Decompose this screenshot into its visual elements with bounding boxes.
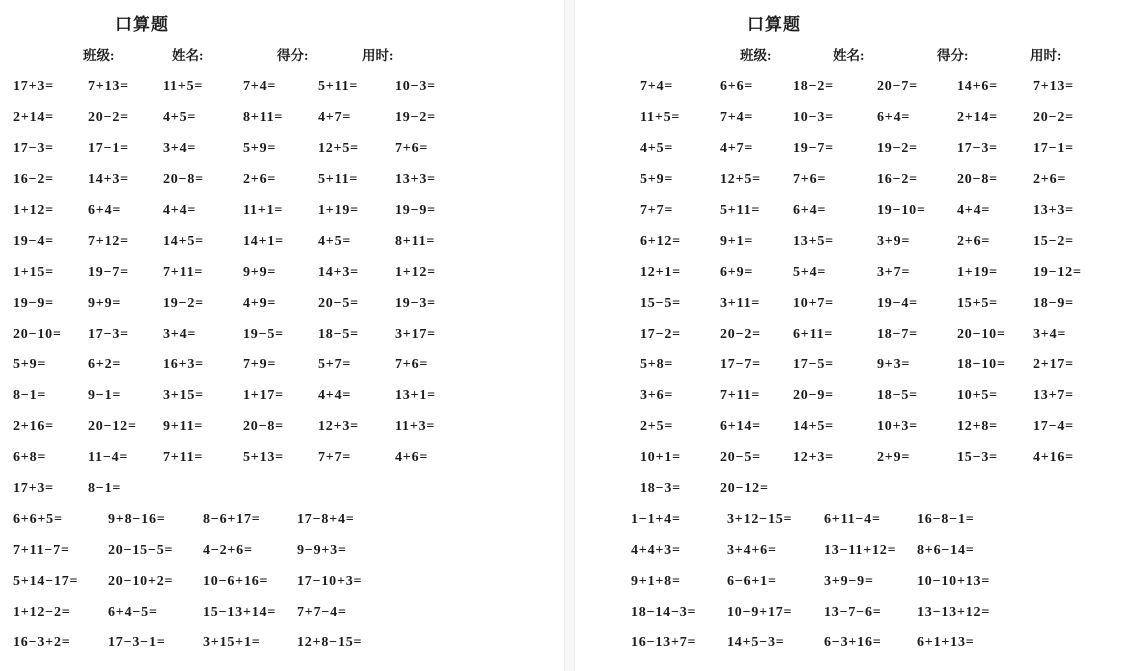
page-content (575, 0, 1127, 659)
problem: 10−9+17= (727, 604, 793, 620)
problem: 19−12= (1033, 264, 1082, 280)
problem: 4+4= (163, 203, 197, 218)
problem: 17−8+4= (297, 511, 355, 527)
problem: 6+4= (793, 203, 827, 218)
problem-row (0, 350, 564, 381)
problem: 5+11= (318, 172, 359, 188)
problem: 4−2+6= (203, 542, 253, 558)
problem: 1−1+4= (631, 511, 681, 527)
problem: 2+6= (243, 172, 277, 188)
problem: 7+7−4= (297, 604, 347, 620)
problem: 7+4= (640, 79, 674, 95)
problem: 20−7= (877, 79, 918, 95)
problem-row (575, 103, 1127, 134)
problem: 12+3= (318, 419, 359, 435)
problem-row (0, 597, 564, 628)
problem: 20−2= (720, 326, 761, 342)
problem: 4+5= (318, 233, 352, 249)
problem: 7+11= (163, 264, 204, 280)
problem-row (0, 412, 564, 443)
problem: 7+9= (243, 357, 277, 373)
problem: 7+11= (720, 388, 761, 404)
problem-row (0, 566, 564, 597)
problem-row (0, 134, 564, 165)
problem: 20−8= (163, 172, 204, 188)
problem: 12+1= (640, 264, 681, 280)
problem: 9−1= (88, 388, 122, 404)
problem: 1+15= (13, 264, 54, 280)
problem-row (575, 412, 1127, 443)
problem: 12+8= (957, 419, 998, 435)
problem: 3+12−15= (727, 511, 793, 527)
three-term-rows (0, 504, 564, 658)
problem: 11+5= (640, 110, 681, 126)
problem: 4+4= (318, 388, 352, 404)
problem-row (0, 535, 564, 566)
problem: 19−7= (793, 141, 834, 157)
problem: 17−3= (957, 141, 998, 157)
problem: 10−3= (395, 79, 436, 95)
problem: 1+12= (395, 264, 436, 280)
problem: 5+11= (318, 79, 359, 95)
problem: 1+19= (318, 203, 359, 218)
problem: 4+4+3= (631, 542, 681, 558)
problem-row (0, 381, 564, 412)
problem: 4+4= (957, 203, 991, 218)
problem: 19−2= (395, 110, 436, 126)
problem: 16+3= (163, 357, 204, 373)
problem-row (0, 628, 564, 659)
field-label-score: 得分: (277, 48, 309, 63)
problem: 9+1+8= (631, 573, 681, 589)
field-label-time: 用时: (1030, 48, 1062, 63)
problem: 5+7= (318, 357, 352, 373)
problem: 13−11+12= (824, 542, 897, 558)
two-term-rows (0, 72, 564, 504)
problem: 19−5= (243, 326, 284, 342)
problem: 20−12= (720, 481, 769, 497)
problem: 5+11= (720, 203, 761, 218)
problem: 20−10+2= (108, 573, 174, 589)
problem: 9+3= (877, 357, 911, 373)
problem-row (575, 165, 1127, 196)
problem: 2+5= (640, 419, 674, 435)
problem: 6−3+16= (824, 635, 882, 651)
header-fields (575, 36, 1127, 72)
problem: 17−1= (1033, 141, 1074, 157)
problem: 15−13+14= (203, 604, 277, 620)
problem: 14+3= (318, 264, 359, 280)
problem: 8−1= (88, 481, 122, 497)
problem-row (575, 196, 1127, 227)
problem: 3+17= (395, 326, 436, 342)
problem: 12+8−15= (297, 635, 363, 651)
problem: 18−2= (793, 79, 834, 95)
three-term-rows (575, 504, 1127, 658)
problem-row (575, 443, 1127, 474)
field-label-name: 姓名: (833, 48, 865, 63)
problem: 14+6= (957, 79, 998, 95)
problem: 7+11−7= (13, 542, 70, 558)
problem: 8+6−14= (917, 542, 975, 558)
problem: 7+6= (395, 357, 429, 373)
problem: 10+7= (793, 295, 834, 311)
problem: 4+9= (243, 295, 277, 311)
problem: 3+7= (877, 264, 911, 280)
field-label-class: 班级: (740, 48, 772, 63)
problem: 11+3= (395, 419, 436, 435)
page-title: 口算题 (115, 15, 169, 34)
problem: 20−2= (88, 110, 129, 126)
problem: 2+17= (1033, 357, 1074, 373)
problem: 6+11−4= (824, 511, 881, 527)
problem: 19−10= (877, 203, 926, 218)
problem: 17−7= (720, 357, 761, 373)
problem: 20−2= (1033, 110, 1074, 126)
problem-row (0, 72, 564, 103)
problem-row (0, 165, 564, 196)
problem: 18−9= (1033, 295, 1074, 311)
problem: 3+11= (720, 295, 761, 311)
problem: 3+4= (163, 326, 197, 342)
problem: 7+7= (640, 203, 674, 218)
problem: 3+15+1= (203, 635, 261, 651)
problem: 1+17= (243, 388, 284, 404)
problem: 17−1= (88, 141, 129, 157)
problem: 18−3= (640, 481, 681, 497)
problem: 16−8−1= (917, 511, 975, 527)
problem: 13+5= (793, 233, 834, 249)
problem: 10−6+16= (203, 573, 269, 589)
problem: 6−6+1= (727, 573, 777, 589)
problem: 11+5= (163, 79, 204, 95)
problem: 5+9= (13, 357, 47, 373)
problem: 17−10+3= (297, 573, 363, 589)
problem: 3+6= (640, 388, 674, 404)
problem: 20−5= (720, 450, 761, 466)
problem: 12+5= (720, 172, 761, 188)
problem: 17−3−1= (108, 635, 166, 651)
problem: 7+6= (395, 141, 429, 157)
problem: 9+9= (243, 264, 277, 280)
problem: 9+8−16= (108, 511, 166, 527)
problem: 18−5= (877, 388, 918, 404)
problem: 4+5= (640, 141, 674, 157)
field-label-name: 姓名: (172, 48, 204, 63)
problem: 15−3= (957, 450, 998, 466)
problem: 10−3= (793, 110, 834, 126)
problem: 19−4= (13, 233, 54, 249)
problem: 13−7−6= (824, 604, 882, 620)
problem: 7+13= (88, 79, 129, 95)
problem: 19−9= (13, 295, 54, 311)
problem: 3+4= (163, 141, 197, 157)
problem: 3+4= (1033, 326, 1067, 342)
problem: 15−5= (640, 295, 681, 311)
problem: 18−10= (957, 357, 1006, 373)
problem-row (575, 257, 1127, 288)
problem: 3+9−9= (824, 573, 874, 589)
problem: 10−10+13= (917, 573, 991, 589)
problem: 8+11= (243, 110, 284, 126)
problem-row (0, 196, 564, 227)
problem: 2+14= (13, 110, 54, 126)
problem-row (575, 381, 1127, 412)
problem: 19−2= (163, 295, 204, 311)
problem: 2+14= (957, 110, 998, 126)
problem-row (0, 103, 564, 134)
problem: 5+13= (243, 450, 284, 466)
problem: 12+5= (318, 141, 359, 157)
problem: 20−10= (13, 326, 62, 342)
problem: 6+4= (877, 110, 911, 126)
page-divider (564, 0, 575, 671)
problem: 14+3= (88, 172, 129, 188)
problem: 16−2= (877, 172, 918, 188)
problem: 16−13+7= (631, 635, 697, 651)
problem-row (575, 319, 1127, 350)
problem: 6+14= (720, 419, 761, 435)
problem: 11+1= (243, 203, 284, 218)
problem-row (575, 72, 1127, 103)
page-title: 口算题 (747, 15, 801, 34)
problem: 2+16= (13, 419, 54, 435)
page-content (0, 0, 564, 659)
problem: 8−6+17= (203, 511, 261, 527)
problem: 19−2= (877, 141, 918, 157)
problem: 16−2= (13, 172, 54, 188)
problem: 6+11= (793, 326, 834, 342)
problem: 5+9= (640, 172, 674, 188)
problem-row (575, 134, 1127, 165)
problem-row (575, 535, 1127, 566)
problem: 5+4= (793, 264, 827, 280)
problem-row (575, 350, 1127, 381)
problem: 17+3= (13, 481, 54, 497)
problem: 14+5= (793, 419, 834, 435)
problem: 19−4= (877, 295, 918, 311)
problem: 20−5= (318, 295, 359, 311)
problem: 20−8= (957, 172, 998, 188)
problem: 2+6= (1033, 172, 1067, 188)
problem: 20−9= (793, 388, 834, 404)
problem: 2+6= (957, 233, 991, 249)
problem: 12+3= (793, 450, 834, 466)
problem: 7+12= (88, 233, 129, 249)
problem-row (0, 504, 564, 535)
two-term-rows (575, 72, 1127, 504)
problem: 17−4= (1033, 419, 1074, 435)
problem: 20−10= (957, 326, 1006, 342)
field-label-class: 班级: (83, 48, 115, 63)
problem: 10+3= (877, 419, 918, 435)
problem: 15−2= (1033, 233, 1074, 249)
problem: 16−3+2= (13, 635, 71, 651)
problem: 4+5= (163, 110, 197, 126)
problem: 17−3= (88, 326, 129, 342)
problem: 14+5= (163, 233, 204, 249)
problem: 6+9= (720, 264, 754, 280)
problem: 6+8= (13, 450, 47, 466)
problem: 18−14−3= (631, 604, 697, 620)
problem-row (575, 597, 1127, 628)
problem: 4+16= (1033, 450, 1074, 466)
problem: 17−3= (13, 141, 54, 157)
problem: 9+9= (88, 295, 122, 311)
problem: 10+5= (957, 388, 998, 404)
problem: 4+7= (720, 141, 754, 157)
problem: 15+5= (957, 295, 998, 311)
problem-row (575, 504, 1127, 535)
header-fields (0, 36, 564, 72)
problem-row (575, 226, 1127, 257)
problem: 13+7= (1033, 388, 1074, 404)
problem: 7+4= (720, 110, 754, 126)
problem: 20−8= (243, 419, 284, 435)
problem: 13−13+12= (917, 604, 991, 620)
problem: 3+9= (877, 233, 911, 249)
problem: 7+11= (163, 450, 204, 466)
problem: 13+1= (395, 388, 436, 404)
problem: 18−7= (877, 326, 918, 342)
problem: 13+3= (1033, 203, 1074, 218)
problem: 4+6= (395, 450, 429, 466)
problem: 6+12= (640, 233, 681, 249)
problem: 4+7= (318, 110, 352, 126)
problem-row (0, 319, 564, 350)
problem: 20−15−5= (108, 542, 174, 558)
problem-row (0, 474, 564, 505)
problem: 19−3= (395, 295, 436, 311)
worksheet-page-2 (575, 0, 1127, 671)
problem: 11−4= (88, 450, 129, 466)
problem-row (0, 443, 564, 474)
problem: 6+6+5= (13, 511, 63, 527)
problem: 6+4−5= (108, 604, 158, 620)
problem: 9+1= (720, 233, 754, 249)
problem: 1+19= (957, 264, 998, 280)
problem: 5+8= (640, 357, 674, 373)
problem: 6+2= (88, 357, 122, 373)
field-label-time: 用时: (362, 48, 394, 63)
problem: 9−9+3= (297, 542, 347, 558)
problem: 2+9= (877, 450, 911, 466)
problem: 18−5= (318, 326, 359, 342)
problem: 14+5−3= (727, 635, 785, 651)
problem: 7+13= (1033, 79, 1074, 95)
problem: 17+3= (13, 79, 54, 95)
problem: 3+4+6= (727, 542, 777, 558)
problem: 14+1= (243, 233, 284, 249)
problem-row (575, 566, 1127, 597)
problem: 5+9= (243, 141, 277, 157)
problem-row (575, 288, 1127, 319)
problem: 13+3= (395, 172, 436, 188)
problem: 10+1= (640, 450, 681, 466)
problem: 3+15= (163, 388, 204, 404)
problem: 7+7= (318, 450, 352, 466)
problem: 6+4= (88, 203, 122, 218)
problem: 5+14−17= (13, 573, 79, 589)
problem: 6+6= (720, 79, 754, 95)
problem-row (575, 628, 1127, 659)
problem: 7+4= (243, 79, 277, 95)
problem: 6+1+13= (917, 635, 975, 651)
problem: 20−12= (88, 419, 137, 435)
problem-row (0, 257, 564, 288)
problem: 17−2= (640, 326, 681, 342)
problem: 8−1= (13, 388, 47, 404)
problem: 7+6= (793, 172, 827, 188)
problem: 19−9= (395, 203, 436, 218)
problem: 8+11= (395, 233, 436, 249)
problem: 9+11= (163, 419, 204, 435)
problem-row (575, 474, 1127, 505)
problem: 1+12= (13, 203, 54, 218)
field-label-score: 得分: (937, 48, 969, 63)
problem: 17−5= (793, 357, 834, 373)
problem: 19−7= (88, 264, 129, 280)
problem: 1+12−2= (13, 604, 71, 620)
problem-row (0, 288, 564, 319)
problem-row (0, 226, 564, 257)
